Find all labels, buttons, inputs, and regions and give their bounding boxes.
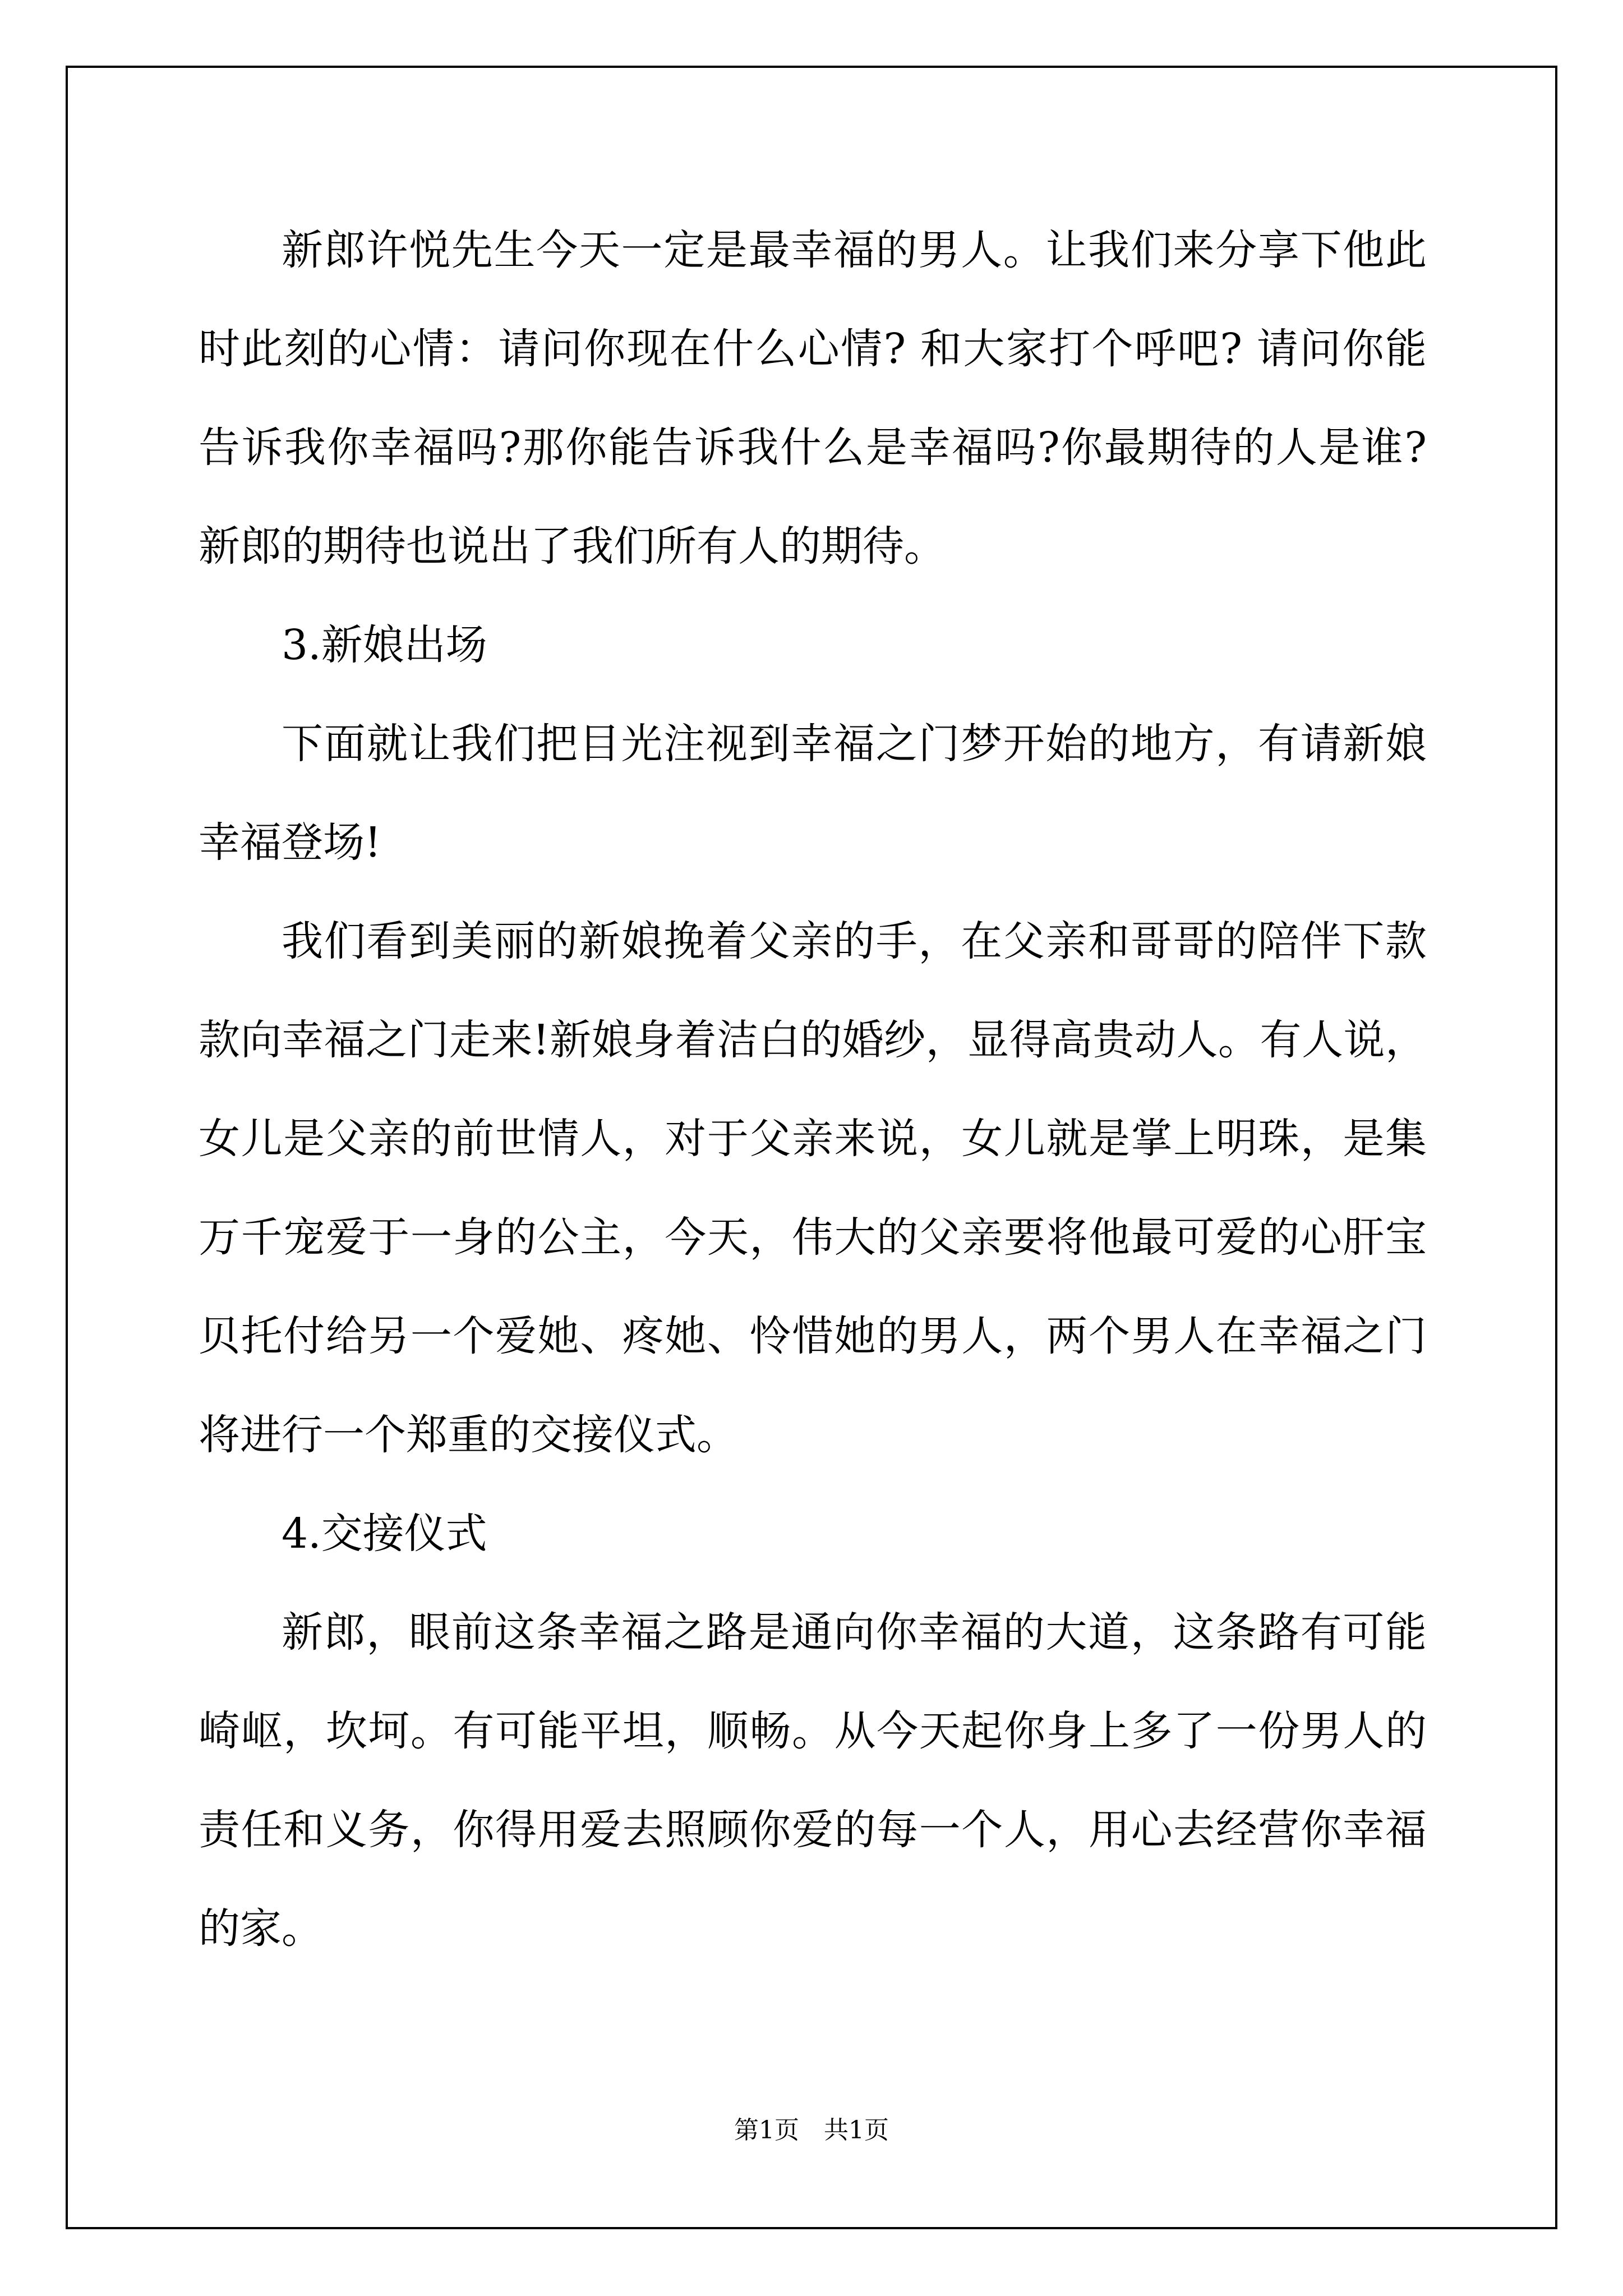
heading-bride-entrance: 3.新娘出场 <box>282 621 487 669</box>
document-body <box>199 201 1427 1978</box>
paragraph-groom-road: 新郎，眼前这条幸福之路是通向你幸福的大道，这条路有可能崎岖，坎坷。有可能平坦，顺畅。从今天起你身上多了一份男人的责任和义务，你得用爱去照顾你爱的每一个人，用心去经营你幸福的家。 <box>199 1608 1427 1953</box>
paragraph-groom-interview: 新郎许悦先生今天一定是最幸福的男人。让我们来分享下他此时此刻的心情：请问你现在什么心情? 和大家打个呼吧? 请问你能告诉我你幸福吗?那你能告诉我什么是幸福吗?你最期待的人是谁? 新郎的期待也说出了我们所有人的期待。 <box>199 226 1427 570</box>
page-footer: 第1页 共1页 <box>734 2116 889 2145</box>
heading-handover-ceremony: 4.交接仪式 <box>282 1510 487 1558</box>
paragraph-bride-invite: 下面就让我们把目光注视到幸福之门梦开始的地方，有请新娘幸福登场! <box>199 720 1427 867</box>
paragraph-bride-father: 我们看到美丽的新娘挽着父亲的手，在父亲和哥哥的陪伴下款款向幸福之门走来!新娘身着洁白的婚纱，显得高贵动人。有人说，女儿是父亲的前世情人，对于父亲来说，女儿就是掌上明珠，是集万千宠爱于一身的公主，今天，伟大的父亲要将他最可爱的心肝宝贝托付给另一个爱她、疼她、怜惜她的男人，两个男人在幸福之门将进行一个郑重的交接仪式。 <box>199 917 1427 1459</box>
